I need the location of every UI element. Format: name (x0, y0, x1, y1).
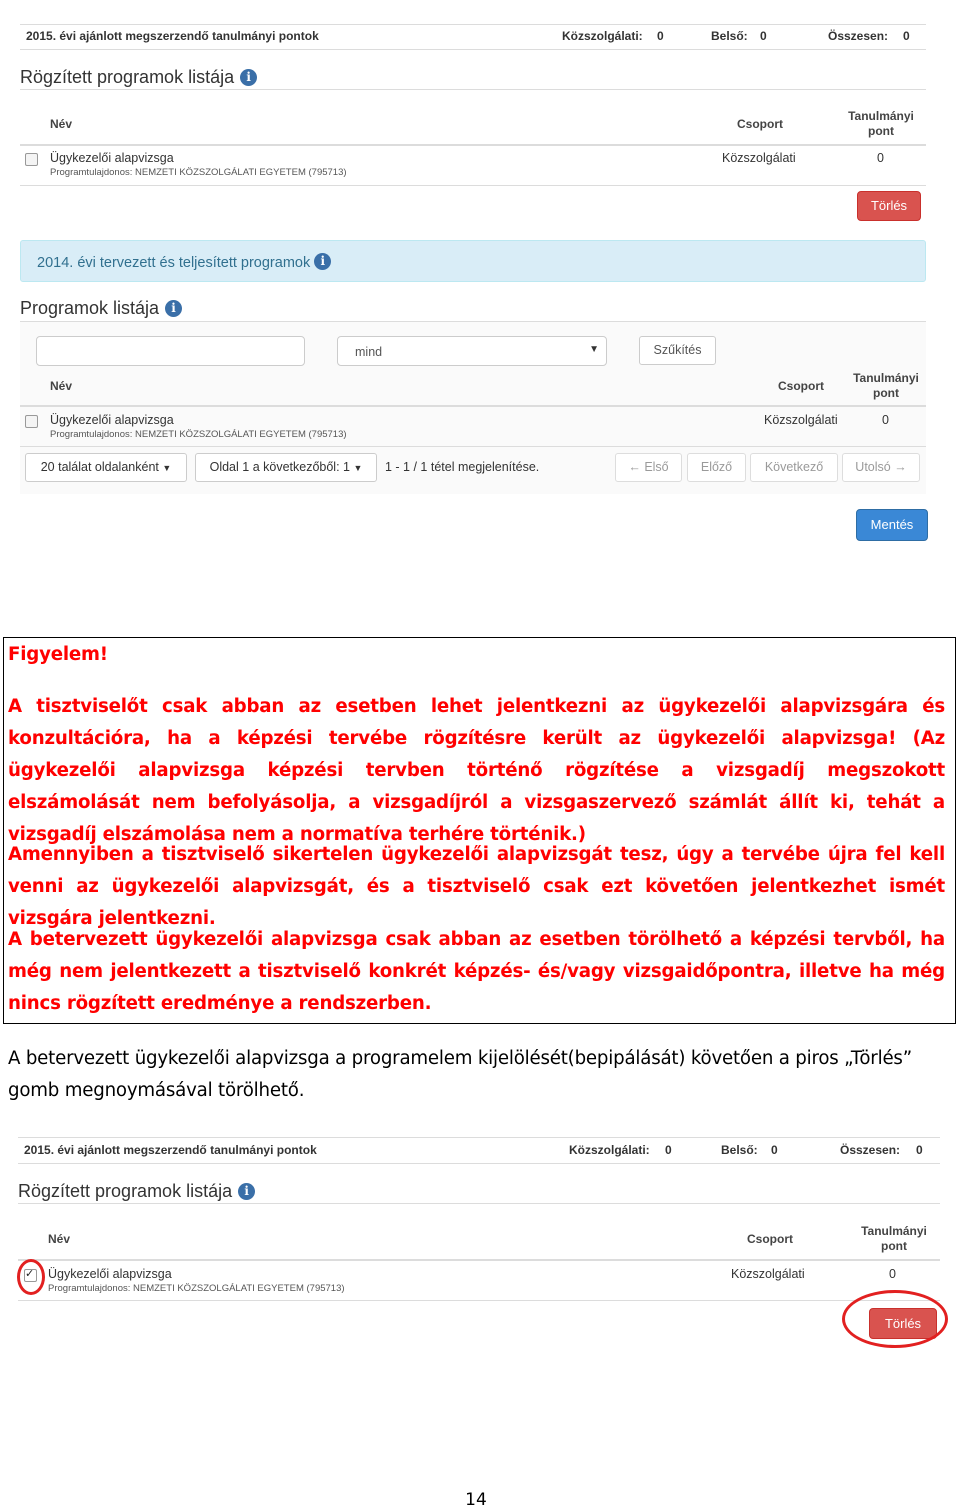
save-button[interactable]: Mentés (856, 509, 928, 541)
info-icon[interactable]: i (314, 253, 331, 270)
per-page-dropdown[interactable] (25, 453, 187, 482)
col-points: Tanulmányi pont (853, 371, 919, 400)
col-name: Név (50, 117, 73, 131)
col-group: Csoport (778, 379, 824, 393)
list-row-points: 0 (882, 413, 889, 427)
fixed-list-title-text: Rögzített programok listája (20, 67, 235, 87)
row-checkbox[interactable] (25, 153, 38, 166)
delete-highlight-circle (842, 1290, 948, 1348)
delete-button[interactable]: Törlés (857, 191, 921, 221)
warning-title: Figyelem! (8, 644, 108, 665)
list-row-program-owner: Programtulajdonos: NEMZETI KÖZSZOLGÁLATI EGYETEM (795713) (50, 429, 347, 440)
next-page-button[interactable]: Következő (750, 453, 838, 482)
row-group: Közszolgálati (722, 151, 796, 165)
checkbox-highlight-circle (17, 1259, 45, 1295)
planned-info-bar (20, 240, 926, 282)
warning-paragraph-2: Amennyiben a tisztviselő sikertelen ügykezelői alapvizsgát tesz, úgy a tervébe újra fel kell venni az ügykezelői alapvizsgát, és a tisztviselő csak ezt követően jelentkezhet ismét vizsgára jelentkezni. (8, 844, 945, 929)
info-icon[interactable]: i (165, 300, 182, 317)
total-label: Összesen: (840, 1143, 901, 1157)
row-group: Közszolgálati (731, 1267, 805, 1281)
col-points: Tanulmányi pont (848, 109, 914, 138)
col-points: Tanulmányi pont (861, 1224, 927, 1253)
row-points: 0 (889, 1267, 896, 1281)
internal-value: 0 (771, 1143, 778, 1157)
points-header: 2015. évi ajánlott megszerzendő tanulmányi pontok (24, 1143, 317, 1157)
per-page-label: 20 találat oldalanként (40, 460, 159, 474)
internal-value: 0 (760, 29, 767, 43)
row-program-owner: Programtulajdonos: NEMZETI KÖZSZOLGÁLATI EGYETEM (795713) (50, 167, 347, 178)
page-dropdown[interactable] (195, 453, 377, 482)
col-group: Csoport (747, 1232, 793, 1246)
delete-button[interactable]: Törlés (869, 1308, 937, 1339)
row-program-name: Ügykezelői alapvizsga (50, 151, 174, 165)
points-header: 2015. évi ajánlott megszerzendő tanulmányi pontok (26, 29, 319, 43)
public-service-value: 0 (665, 1143, 672, 1157)
public-service-label: Közszolgálati: (569, 1143, 650, 1157)
total-value: 0 (916, 1143, 923, 1157)
col-name: Név (50, 379, 73, 393)
row-program-name: Ügykezelői alapvizsga (48, 1267, 172, 1281)
row-points: 0 (877, 151, 884, 165)
programs-list-title-text: Programok listája (20, 298, 160, 318)
list-row-group: Közszolgálati (764, 413, 838, 427)
warning-paragraph-1: A tisztviselőt csak abban az esetben lehet jelentkezni az ügykezelői alapvizsgára és konzultációra, ha a képzési tervébe rögzítésre került az ügykezelői alapvizsga! (Az ügykezelői alapvizsga képzési tervben történő rögzítése a vizsgadíj megszokott elszámolását nem befolyásolja, a vizsgadíjról a vizsgaszervező számlát állít ki, tehát a vizsgadíj elszámolása nem a normatíva terhére történik.) (8, 696, 945, 845)
warning-paragraph-3: A betervezett ügykezelői alapvizsga csak abban az esetben törölhető a képzési tervből, ha még nem jelentkezett a tisztviselő konkrét képzés- és/vagy vizsgaidőpontra, illetve ha még nincs rögzített eredménye a rendszerben. (8, 929, 945, 1014)
page-of-label: Oldal 1 a következőből: 1 (209, 460, 350, 474)
internal-label: Belső: (721, 1143, 758, 1157)
row-program-owner: Programtulajdonos: NEMZETI KÖZSZOLGÁLATI EGYETEM (795713) (48, 1283, 345, 1294)
instruction-text: A betervezett ügykezelői alapvizsga a programelem kijelölését(bepipálását) követően a piros „Törlés” gomb megnoymásával törölhető. (8, 1048, 912, 1101)
public-service-label: Közszolgálati: (562, 29, 643, 43)
showing-text: 1 - 1 / 1 tétel megjelenítése. (385, 460, 540, 474)
fixed-list-title (20, 67, 257, 88)
planned-info-text: 2014. évi tervezett és teljesített programok (37, 255, 311, 271)
page-number: 14 (465, 1490, 487, 1510)
info-icon[interactable]: i (238, 1183, 255, 1200)
fixed-list-title (18, 1181, 255, 1202)
public-service-value: 0 (657, 29, 664, 43)
last-page-button[interactable]: Utolsó → (842, 453, 920, 482)
filter-select[interactable] (337, 336, 607, 366)
narrow-button[interactable]: Szűkítés (639, 336, 716, 365)
fixed-list-title-text: Rögzített programok listája (18, 1181, 233, 1201)
prev-page-button[interactable]: Előző (687, 453, 746, 482)
search-input[interactable] (36, 336, 305, 366)
list-row-checkbox[interactable] (25, 415, 38, 428)
col-name: Név (48, 1232, 71, 1246)
internal-label: Belső: (711, 29, 748, 43)
first-page-button[interactable]: ← Első (615, 453, 682, 482)
list-row-program-name: Ügykezelői alapvizsga (50, 413, 174, 427)
total-value: 0 (903, 29, 910, 43)
col-group: Csoport (737, 117, 783, 131)
caret-down-icon: ▼ (353, 463, 363, 473)
total-label: Összesen: (828, 29, 889, 43)
programs-list-title (20, 298, 182, 319)
filter-select-value: mind (355, 345, 383, 359)
caret-down-icon: ▼ (162, 463, 172, 473)
dropdown-arrow-icon: ▼ (589, 344, 599, 355)
info-icon[interactable]: i (240, 69, 257, 86)
checkmark-icon: ✓ (25, 1268, 35, 1280)
